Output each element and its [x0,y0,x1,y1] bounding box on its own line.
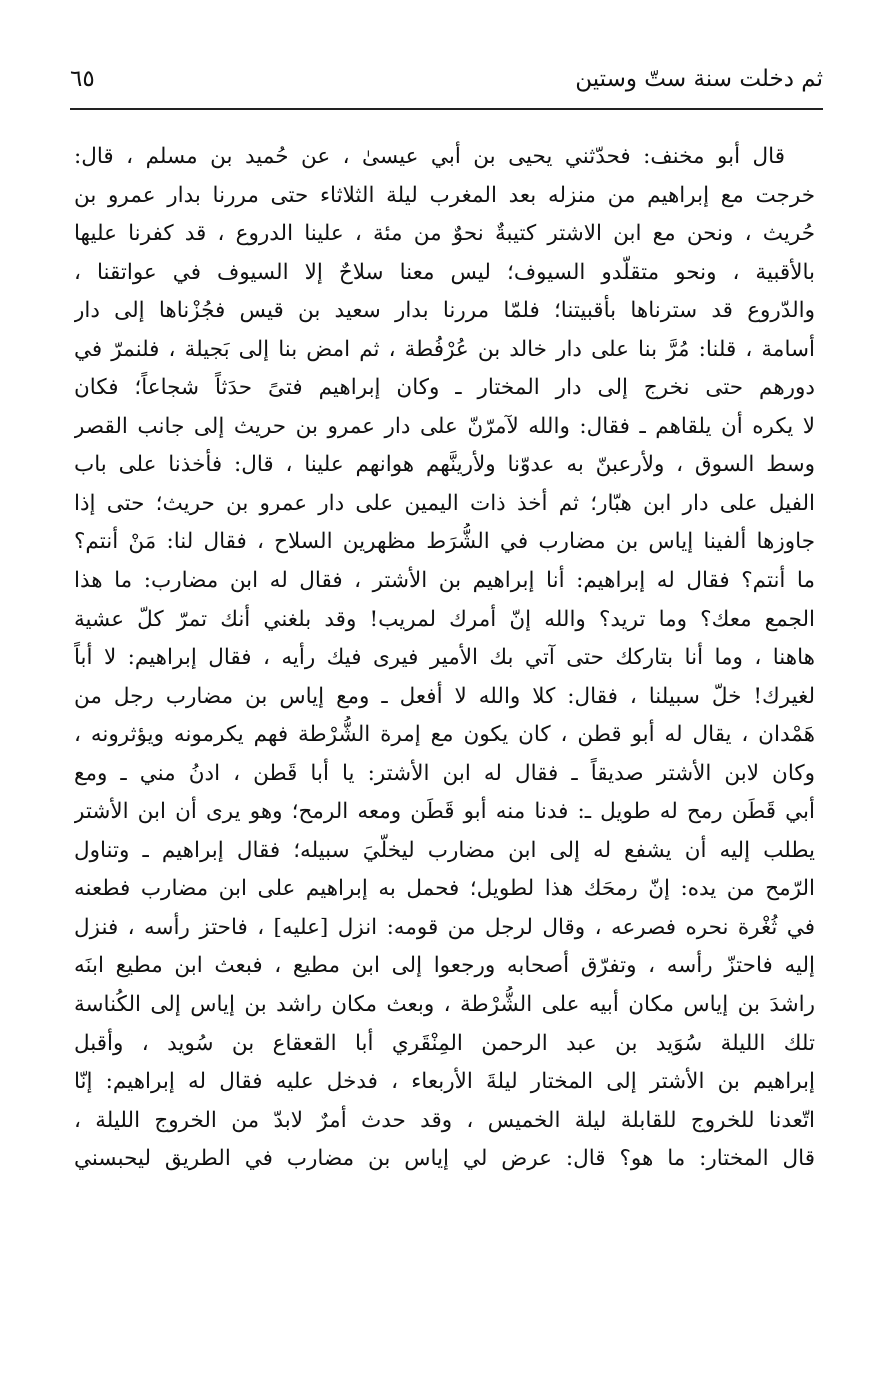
text-line: وسط السوق ، ولأرعبنّ به عدوّنا ولأرينَّهم هوانهم علينا ، قال: فأخذنا على باب [74,452,815,478]
text-line: يطلب إليه أن يشفع له إلى ابن مضارب ليخلّيَ سبيله؛ فقال إبراهيم ـ وتناول [74,837,815,863]
header-divider [70,108,823,110]
text-line: قال أبو مخنف: فحدّثني يحيى بن أبي عيسىٰ ، عن حُميد بن مسلم ، قال: [74,144,785,169]
text-line: هَمْدان ، يقال له أبو قطن ، كان يكون مع إمرة الشُّرْطة فهم يكرمونه ويؤثرونه ، [74,722,815,748]
body-text [74,138,815,1179]
text-line: هاهنا ، وما أنا بتاركك حتى آتي بك الأمير فيرى فيك رأيه ، فقال إبراهيم: لا أباً [74,645,815,671]
text-line: الجمع معك؟ وما تريد؟ والله إنّ أمرك لمريب! وقد بلغني أنك تمرّ كلّ عشية [74,606,815,632]
text-line: إبراهيم بن الأشتر إلى المختار ليلةَ الأربعاء ، فدخل عليه فقال له إبراهيم: إنّا [74,1069,815,1095]
page-header [70,58,823,104]
text-line: لغيرك! خلّ سبيلنا ، فقال: كلا والله لا أفعل ـ ومع إياس بن مضارب رجل من [74,683,815,709]
text-line: وكان لابن الأشتر صديقاً ـ فقال له ابن الأشتر: يا أبا قَطن ، ادنُ مني ـ ومع [74,760,815,786]
text-line: الرّمح من يده: إنّ رمحَك هذا لطويل؛ فحمل به إبراهيم على ابن مضارب فطعنه [74,876,815,902]
text-line: في ثُغْرة نحره فصرعه ، وقال لرجل من قومه: انزل [عليه] ، فاحتز رأسه ، فنزل [74,914,815,940]
running-title: ثم دخلت سنة ستّ وستين [575,66,823,92]
text-line: أبي قَطَن رمح له طويل ـ: فدنا منه أبو قَطَن ومعه الرمح؛ وهو يرى أن ابن الأشتر [74,799,815,825]
text-line: راشدَ بن إياس مكان أبيه على الشُّرْطة ، وبعث مكان راشد بن إياس إلى الكُناسة [74,992,815,1018]
text-line: دورهم حتى نخرج إلى دار المختار ـ وكان إبراهيم فتىً حدَثاً شجاعاً؛ فكان [74,375,815,401]
text-line: خرجت مع إبراهيم من منزله بعد المغرب ليلة الثلاثاء حتى مررنا بدار عمرو بن [74,182,815,208]
text-line: جاوزها ألفينا إياس بن مضارب في الشُّرَط مظهرين السلاح ، فقال لنا: مَنْ أنتم؟ [74,529,815,555]
text-line: اتّعدنا للخروج للقابلة ليلة الخميس ، وقد حدث أمرٌ لابدّ من الخروج الليلة ، [74,1107,815,1133]
text-line: حُريث ، ونحن مع ابن الاشتر كتيبةٌ نحوٌ من مئة ، علينا الدروع ، قد كفرنا عليها [74,221,815,247]
text-line: تلك الليلة سُوَيد بن عبد الرحمن المِنْقَري أبا القعقاع بن سُويد ، وأقبل [74,1030,815,1056]
text-line: ما أنتم؟ فقال له إبراهيم: أنا إبراهيم بن الأشتر ، فقال له ابن مضارب: ما هذا [74,568,815,594]
text-line: لا يكره أن يلقاهم ـ فقال: والله لآمرّنّ على دار عمرو بن حريث إلى جانب القصر [74,413,815,439]
text-line: والدّروع قد سترناها بأقبيتنا؛ فلمّا مررنا بدار سعيد بن قيس فجُزْناها إلى دار [74,298,815,324]
text-line: إليه فاحتزّ رأسه ، وتفرّق أصحابه ورجعوا إلى ابن مطيع ، فبعث ابن مطيع ابنَه [74,953,815,979]
text-line: الفيل على دار ابن هبّار؛ ثم أخذ ذات اليمين على دار عمرو بن حريث؛ حتى إذا [74,490,815,516]
text-line: قال المختار: ما هو؟ قال: عرض لي إياس بن مضارب في الطريق ليحبسني [74,1146,815,1172]
page-number: ٦٥ [70,66,95,92]
text-line: أسامة ، قلنا: مُرَّ بنا على دار خالد بن عُرْفُطة ، ثم امض بنا إلى بَجيلة ، فلنمرّ في [74,336,815,362]
text-line: بالأقبية ، ونحو متقلّدو السيوف؛ ليس معنا سلاحٌ إلا السيوف في عواتقنا ، [74,259,815,285]
